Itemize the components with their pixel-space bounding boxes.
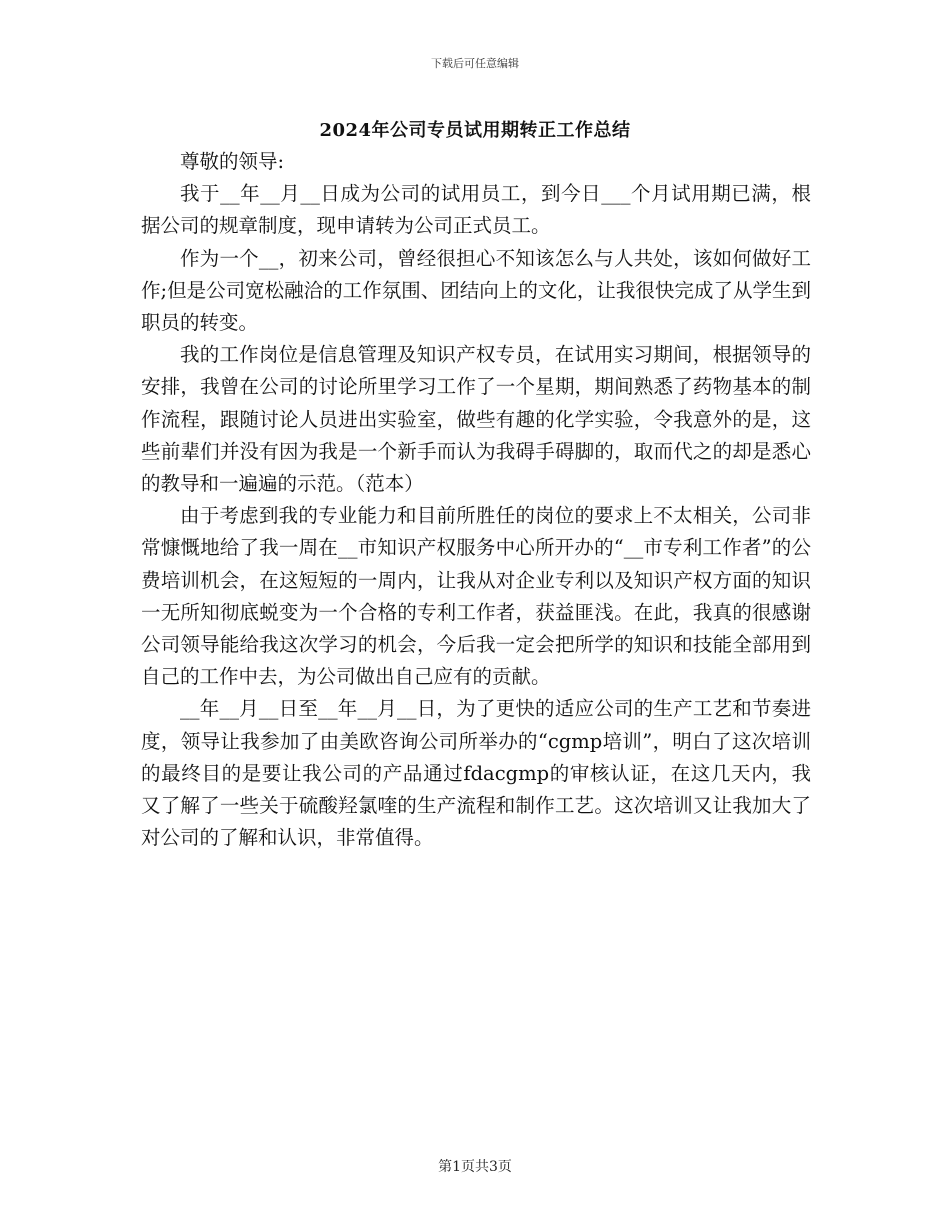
document-title: 2024年公司专员试用期转正工作总结 [319, 120, 631, 141]
header-note: 下载后可任意编辑 [431, 57, 519, 70]
page-number: 第1页共3页 [438, 1159, 512, 1175]
paragraph-3: 我的工作岗位是信息管理及知识产权专员，在试用实习期间，根据领导的安排，我曾在公司的讨论所里学习工作了一个星期，期间熟悉了药物基本的制作流程，跟随讨论人员进出实验室，做些有趣的化学实验，令我意外的是，这些前辈们并没有因为我是一个新手而认为我碍手碍脚的，取而代之的却是悉心的教导和一遍遍的示范。（范本） [141, 343, 811, 496]
document-body [141, 146, 811, 854]
paragraph-2: 作为一个__，初来公司，曾经很担心不知该怎么与人共处，该如何做好工作;但是公司宽松融洽的工作氛围、团结向上的文化，让我很快完成了从学生到职员的转变。 [141, 246, 811, 335]
paragraph-4: 由于考虑到我的专业能力和目前所胜任的岗位的要求上不太相关，公司非常慷慨地给了我一周在__市知识产权服务中心所开办的“__市专利工作者”的公费培训机会，在这短短的一周内，让我从对企业专利以及知识产权方面的知识一无所知彻底蜕变为一个合格的专利工作者，获益匪浅。在此，我真的很感谢公司领导能给我这次学习的机会，今后我一定会把所学的知识和技能全部用到自己的工作中去，为公司做出自己应有的贡献。 [141, 504, 811, 689]
paragraph-1: 我于__年__月__日成为公司的试用员工，到今日___个月试用期已满，根据公司的规章制度，现申请转为公司正式员工。 [141, 182, 811, 238]
salutation: 尊敬的领导: [180, 150, 285, 173]
paragraph-5: __年__月__日至__年__月__日，为了更快的适应公司的生产工艺和节奏进度，领导让我参加了由美欧咨询公司所举办的“cgmp培训”，明白了这次培训的最终目的是要让我公司的产品通过fdacgmp的审核认证，在这几天内，我又了解了一些关于硫酸羟氯喹的生产流程和制作工艺。这次培训又让我加大了对公司的了解和认识，非常值得。 [141, 697, 811, 850]
